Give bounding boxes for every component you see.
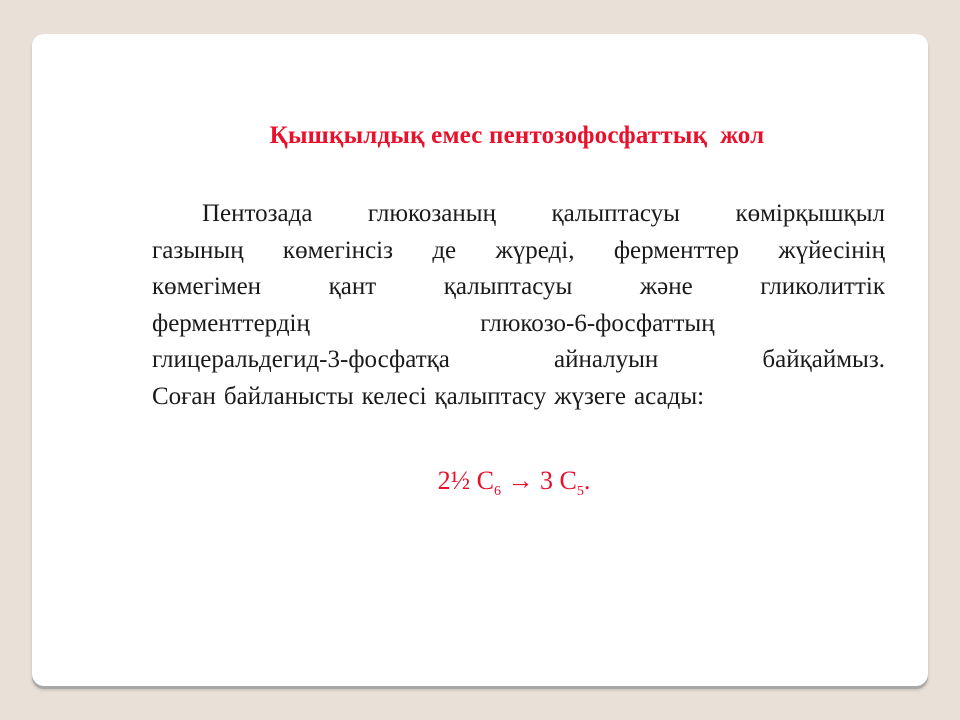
reaction-formula xyxy=(0,466,960,500)
body-paragraph xyxy=(152,196,885,415)
paragraph-line xyxy=(152,379,885,416)
word: асады: xyxy=(634,382,705,410)
word: жүзеге xyxy=(554,382,627,410)
word: газының xyxy=(152,236,244,264)
word: де xyxy=(432,236,457,264)
word: көмегімен xyxy=(152,273,262,300)
formula-arrow: → 3 С xyxy=(501,466,577,495)
paragraph-line xyxy=(152,233,885,270)
word: көмірқышқыл xyxy=(735,200,885,227)
word: Пентозада xyxy=(202,200,313,227)
word: ферменттер xyxy=(613,236,739,264)
word: гликолиттік xyxy=(760,273,885,300)
formula-subscript-5: 5 xyxy=(576,484,584,499)
paragraph-line xyxy=(152,342,885,379)
word: жүйесінің xyxy=(778,236,885,264)
word: келесі xyxy=(361,382,427,410)
word: айналуын xyxy=(553,346,659,373)
formula-subscript-6: 6 xyxy=(494,484,501,499)
word: ферменттердің xyxy=(152,309,310,337)
word: глицеральдегид-3-фосфатқа xyxy=(152,346,450,373)
word: және xyxy=(639,273,693,300)
word: байланысты xyxy=(223,382,354,410)
slide-title-text: Қышқылдық емес пентозофосфаттық жол xyxy=(269,122,765,149)
paragraph-line xyxy=(152,269,885,306)
word: байқаймыз. xyxy=(762,346,885,373)
word: Соған xyxy=(152,382,216,410)
word: көмегінсіз xyxy=(282,236,393,264)
word: жүреді, xyxy=(495,236,575,264)
formula-tail: . xyxy=(583,466,591,495)
paragraph-line xyxy=(152,196,885,233)
word: глюкозо-6-фосфаттың xyxy=(480,309,715,337)
word: қалыптасу xyxy=(434,382,547,410)
word: қалыптасуы xyxy=(443,273,573,300)
word: қалыптасуы xyxy=(551,200,680,227)
word: қант xyxy=(328,273,377,300)
paragraph-line xyxy=(152,306,885,343)
formula-lead: 2½ С xyxy=(437,466,494,495)
slide-title xyxy=(0,122,960,150)
word: глюкозаның xyxy=(367,200,496,227)
